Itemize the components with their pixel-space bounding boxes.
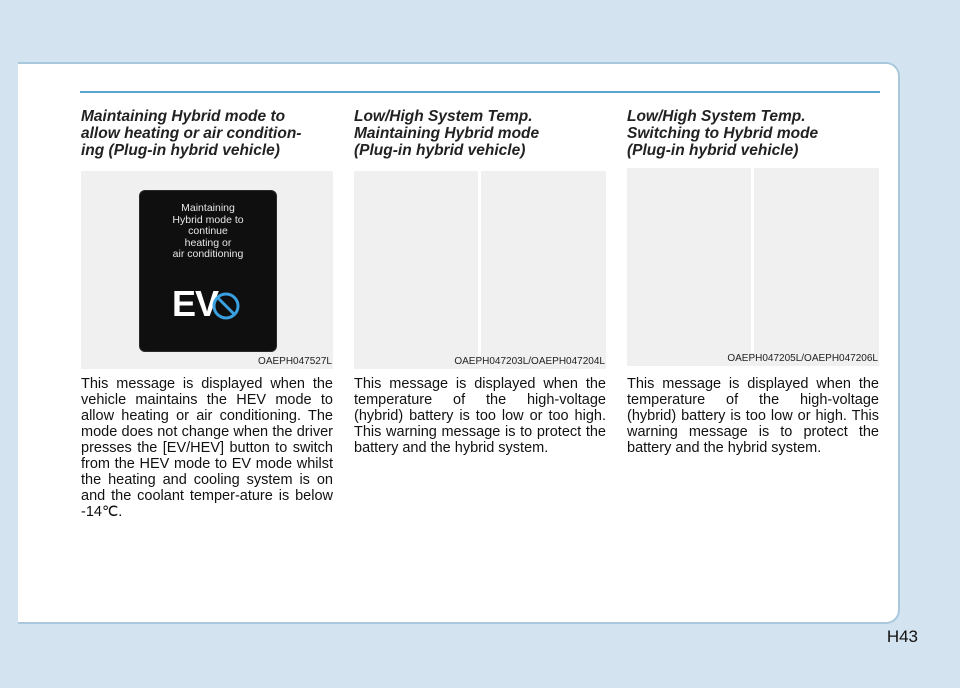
figure-divider — [478, 171, 481, 369]
section-body: This message is displayed when the vehicle maintains the HEV mode to allow heating or air conditioning. The mode does not change when the driver presses the [EV/HEV] button to switch from the HEV mode to EV mode whilst the heating and cooling system is on and the coolant temper-ature is below -14℃. — [81, 376, 333, 520]
section-body: This message is displayed when the temperature of the high-voltage (hybrid) battery is too low or high. This warning message is to protect the battery and the hybrid system. — [627, 376, 879, 456]
figure-divider — [751, 168, 754, 366]
figure-pair — [354, 171, 606, 369]
section-switching-hybrid — [627, 108, 879, 456]
section-hybrid-heating — [81, 108, 333, 520]
section-heading: Maintaining Hybrid mode to allow heating or air condition- ing (Plug-in hybrid vehicle) — [81, 108, 302, 159]
section-maintaining-hybrid — [354, 108, 606, 456]
figure-cluster-message — [81, 171, 333, 369]
cluster-display — [139, 190, 277, 352]
figure-code: OAEPH047203L/OAEPH047204L — [454, 356, 605, 367]
cluster-message-text: Maintaining Hybrid mode to continue heating or air conditioning — [172, 202, 244, 260]
prohibited-icon — [211, 291, 241, 321]
figure-code: OAEPH047205L/OAEPH047206L — [727, 353, 878, 364]
page-number: H43 — [886, 627, 918, 646]
ev-label: EV — [172, 283, 219, 324]
section-heading: Low/High System Temp. Maintaining Hybrid mode (Plug-in hybrid vehicle) — [354, 108, 540, 159]
section-body: This message is displayed when the temperature of the high-voltage (hybrid) battery is too low or too high. This warning message is to protect the battery and the hybrid system. — [354, 376, 606, 456]
section-heading: Low/High System Temp. Switching to Hybrid mode (Plug-in hybrid vehicle) — [627, 108, 819, 159]
figure-pair — [627, 168, 879, 366]
top-rule — [80, 91, 880, 93]
figure-code: OAEPH047527L — [258, 356, 332, 367]
